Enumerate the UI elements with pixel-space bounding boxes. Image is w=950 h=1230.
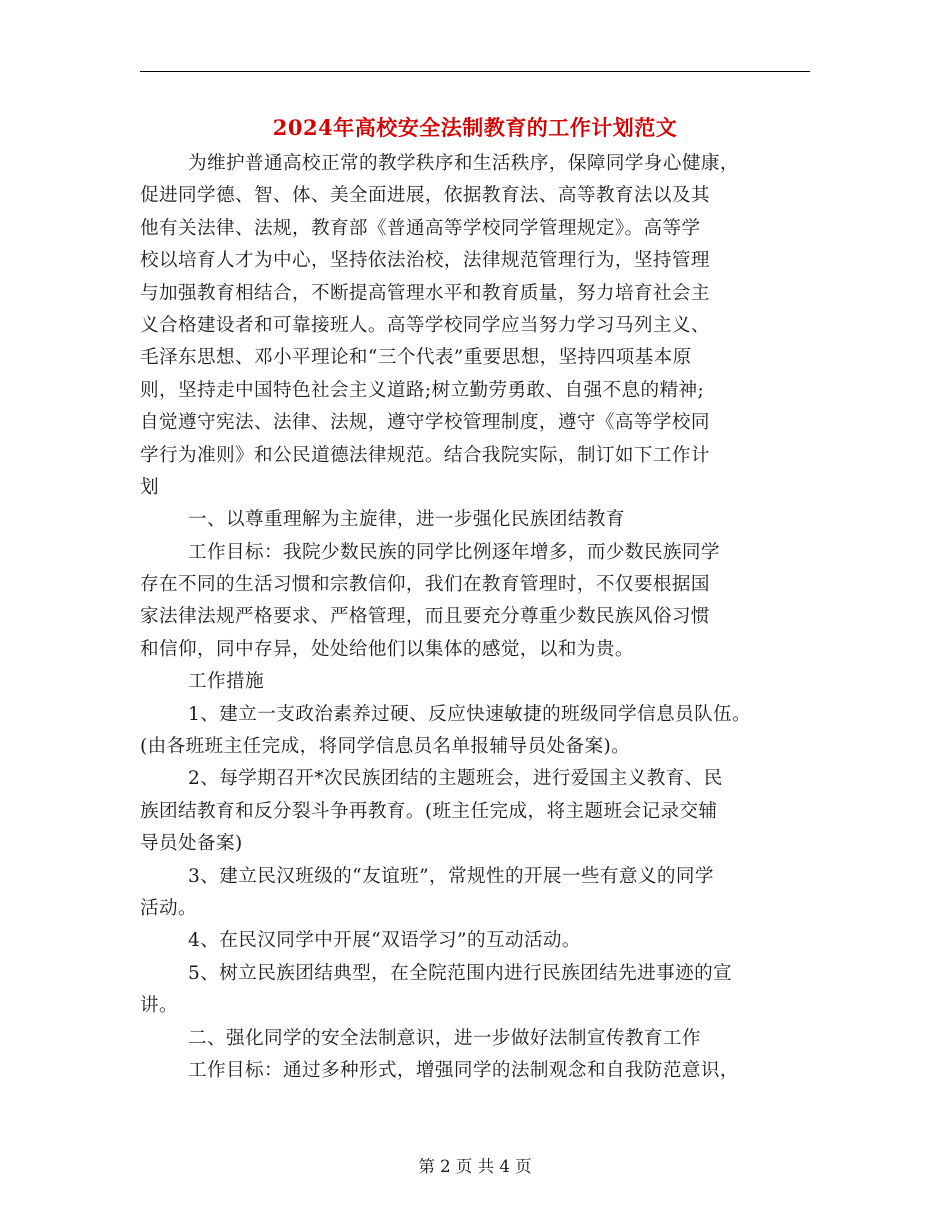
text-line: 他有关法律、法规，教育部《普通高等学校同学管理规定》。高等学 [140,217,701,239]
text-line: (由各班班主任完成，将同学信息员名单报辅导员处备案)。 [140,736,631,758]
text-line: 讲。 [140,995,178,1017]
text-line: 一、以尊重理解为主旋律，进一步强化民族团结教育 [188,509,625,531]
text-line: 4、在民汉同学中开展“双语学习”的互动活动。 [188,930,581,952]
page-footer: 第 2 页 共 4 页 [418,1157,532,1176]
text-line: 二、强化同学的安全法制意识，进一步做好法制宣传教育工作 [188,1027,701,1049]
text-line: 为维护普通高校正常的教学秩序和生活秩序，保障同学身心健康， [188,153,739,174]
text-line: 5、树立民族团结典型，在全院范围内进行民族团结先进事迹的宣 [188,962,733,984]
text-line: 3、建立民汉班级的“友谊班”，常规性的开展一些有意义的同学 [188,865,714,887]
text-line: 导员处备案) [140,833,243,855]
document-body [140,148,810,1087]
text-line: 族团结教育和反分裂斗争再教育。(班主任完成，将主题班会记录交辅 [140,800,718,822]
text-line: 工作目标：通过多种形式，增强同学的法制观念和自我防范意识， [188,1059,739,1081]
document-title: 2024年高校安全法制教育的工作计划范文 [272,115,678,140]
text-line: 2、每学期召开*次民族团结的主题班会，进行爱国主义教育、民 [188,768,723,790]
header-rule [140,71,810,72]
text-line: 工作目标：我院少数民族的同学比例逐年增多，而少数民族同学 [188,541,720,563]
text-line: 和信仰，同中存异，处处给他们以集体的感觉，以和为贵。 [140,638,634,660]
text-line: 家法律法规严格要求、严格管理，而且要充分尊重少数民族风俗习惯 [140,606,710,628]
text-line: 毛泽东思想、邓小平理论和“三个代表”重要思想，坚持四项基本原 [140,347,692,369]
text-line: 划 [140,476,159,498]
text-line: 存在不同的生活习惯和宗教信仰，我们在教育管理时，不仅要根据国 [140,574,710,596]
text-line: 工作措施 [188,671,264,693]
text-line: 则，坚持走中国特色社会主义道路;树立勤劳勇敢、自强不息的精神; [140,379,705,401]
text-line: 促进同学德、智、体、美全面进展，依据教育法、高等教育法以及其 [140,185,710,207]
text-line: 义合格建设者和可靠接班人。高等学校同学应当努力学习马列主义、 [140,314,710,336]
text-line: 学行为准则》和公民道德法律规范。结合我院实际，制订如下工作计 [140,444,710,466]
text-line: 1、建立一支政治素养过硬、反应快速敏捷的班级同学信息员队伍。 [188,703,752,725]
text-line: 自觉遵守宪法、法律、法规，遵守学校管理制度，遵守《高等学校同 [140,412,710,434]
text-line: 校以培育人才为中心，坚持依法治校，法律规范管理行为，坚持管理 [140,250,710,272]
text-line: 活动。 [140,897,197,919]
text-line: 与加强教育相结合，不断提高管理水平和教育质量，努力培育社会主 [140,282,710,304]
